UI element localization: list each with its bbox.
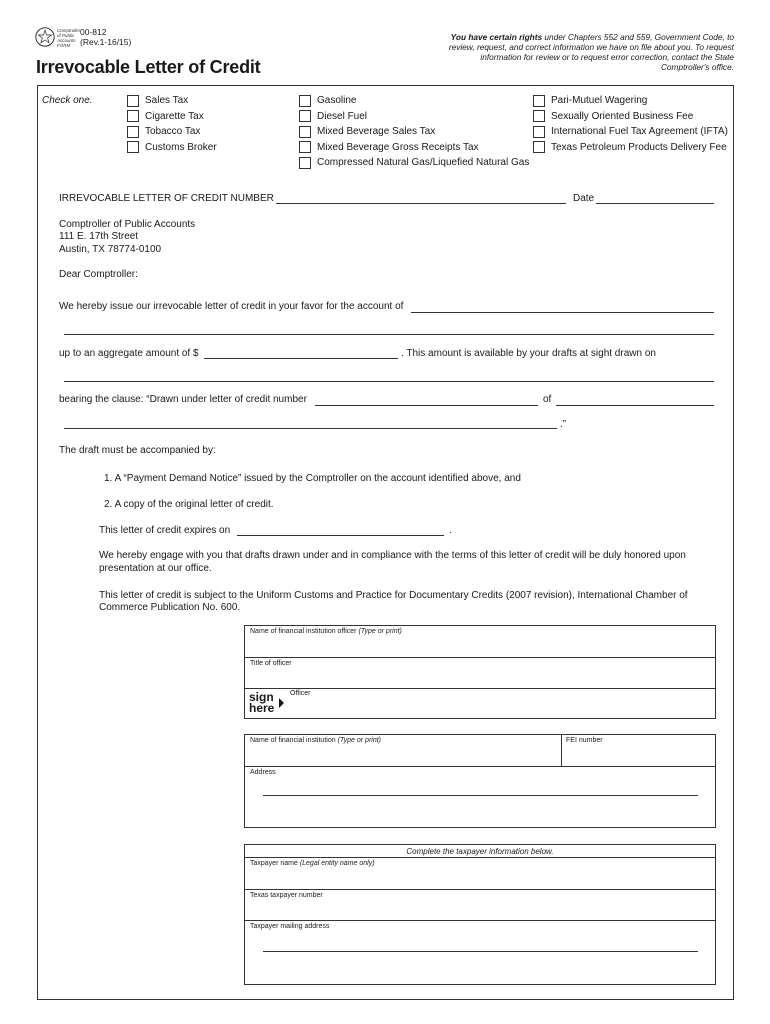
checkbox-option[interactable] — [533, 109, 728, 125]
expiration-date-field[interactable] — [237, 535, 444, 536]
address-line-1: Comptroller of Public Accounts — [59, 219, 196, 230]
taxpayer-address-label: Taxpayer mailing address — [250, 923, 330, 930]
sign-here-arrow-icon — [279, 698, 284, 708]
account-of-field-line-2[interactable] — [64, 334, 714, 335]
checkbox-label: Compressed Natural Gas/Liquefied Natural Gas — [317, 157, 530, 169]
checkbox-label: Texas Petroleum Products Delivery Fee — [551, 141, 727, 153]
checkbox[interactable] — [299, 95, 311, 107]
subject-text-line-2: Commerce Publication No. 600. — [99, 602, 241, 613]
rights-notice: You have certain rights under Chapters 552 and 559, Government Code, to review, request, and correct information we have on file about you. To request information for review or to request error correction, contact the State Comptroller's office. — [448, 32, 734, 72]
officer-title-label: Title of officer — [250, 660, 292, 667]
taxpayer-number-label: Texas taxpayer number — [250, 892, 323, 899]
institution-address-field[interactable] — [263, 795, 698, 796]
address-line-2: 111 E. 17th Street — [59, 231, 139, 242]
expires-text: This letter of credit expires on — [99, 525, 231, 536]
drawn-on-field[interactable] — [64, 381, 714, 382]
divider — [245, 920, 715, 921]
taxpayer-address-field[interactable] — [263, 951, 698, 952]
clause-of-field[interactable] — [556, 405, 714, 406]
tax-type-column-2 — [299, 93, 529, 171]
checkbox-label: Sexually Oriented Business Fee — [551, 110, 694, 122]
checkbox-label: Mixed Beverage Sales Tax — [317, 126, 436, 138]
checkbox-option[interactable] — [299, 109, 529, 125]
page-title: Irrevocable Letter of Credit — [36, 57, 261, 77]
checkbox[interactable] — [127, 141, 139, 153]
checkbox[interactable] — [127, 110, 139, 122]
checkbox-option[interactable] — [127, 140, 217, 156]
clause-text: bearing the clause: “Drawn under letter of credit number — [59, 394, 307, 405]
checkbox[interactable] — [533, 95, 545, 107]
checkbox[interactable] — [127, 126, 139, 138]
checkbox-option[interactable] — [127, 109, 217, 125]
checkbox-label: Tobacco Tax — [145, 126, 201, 138]
checkbox-label: International Fuel Tax Agreement (IFTA) — [551, 126, 728, 138]
checkbox-option[interactable] — [299, 155, 529, 171]
expires-period: . — [449, 525, 452, 536]
checkbox-label: Gasoline — [317, 95, 357, 107]
accompanied-text: The draft must be accompanied by: — [59, 445, 216, 456]
checkbox[interactable] — [299, 110, 311, 122]
available-text: . This amount is available by your drafts at sight drawn on — [401, 348, 656, 359]
checkbox-label: Mixed Beverage Gross Receipts Tax — [317, 141, 479, 153]
officer-signature-label: Officer — [290, 690, 311, 697]
address-line-3: Austin, TX 78774-0100 — [59, 244, 162, 255]
issue-text: We hereby issue our irrevocable letter of credit in your favor for the account of — [59, 301, 404, 312]
checkbox[interactable] — [299, 141, 311, 153]
checkbox-label: Pari-Mutuel Wagering — [551, 95, 648, 107]
taxpayer-info-box — [244, 844, 716, 985]
subject-text-line-1: This letter of credit is subject to the Uniform Customs and Practice for Documentary Credits (2007 revision), International Chamber of — [99, 590, 688, 601]
engage-text-line-1: We hereby engage with you that drafts drawn under and in compliance with the terms of this letter of credit will be duly honored upon — [99, 550, 686, 561]
close-quote: .” — [560, 419, 567, 430]
checkbox-option[interactable] — [299, 140, 529, 156]
taxpayer-name-label: Taxpayer name (Legal entity name only) — [250, 860, 375, 867]
checkbox[interactable] — [533, 141, 545, 153]
date-field[interactable] — [596, 203, 714, 204]
checkbox[interactable] — [299, 157, 311, 169]
checkbox-option[interactable] — [533, 93, 728, 109]
institution-address-label: Address — [250, 769, 276, 776]
account-of-field[interactable] — [411, 312, 714, 313]
divider — [245, 857, 715, 858]
amount-text: up to an aggregate amount of $ — [59, 348, 199, 359]
checkbox-label: Diesel Fuel — [317, 110, 368, 122]
requirement-item-2: 2. A copy of the original letter of credit. — [104, 499, 274, 510]
checkbox[interactable] — [533, 126, 545, 138]
checkbox[interactable] — [533, 110, 545, 122]
tax-type-column-1 — [127, 93, 217, 155]
checkbox-label: Customs Broker — [145, 141, 217, 153]
checkbox-label: Cigarette Tax — [145, 110, 204, 122]
sign-here-label: sign here — [249, 690, 275, 715]
divider — [245, 657, 715, 658]
divider — [561, 735, 562, 766]
divider — [245, 889, 715, 890]
officer-name-label: Name of financial institution officer (Type or print) — [250, 628, 402, 635]
checkbox-option[interactable] — [127, 93, 217, 109]
taxpayer-box-header: Complete the taxpayer information below. — [406, 847, 554, 856]
lc-number-label: IRREVOCABLE LETTER OF CREDIT NUMBER — [59, 193, 274, 204]
date-label: Date — [573, 193, 595, 204]
texas-seal-icon — [35, 27, 55, 47]
form-number: 00-812 (Rev.1-16/15) — [80, 27, 132, 47]
checkbox[interactable] — [299, 126, 311, 138]
clause-continuation-field[interactable] — [64, 428, 557, 429]
tax-type-column-3 — [533, 93, 728, 155]
engage-text-line-2: presentation at our office. — [99, 563, 212, 574]
check-one-label: Check one. — [42, 95, 93, 106]
amount-field[interactable] — [204, 358, 398, 359]
clause-lc-number-field[interactable] — [315, 405, 538, 406]
institution-name-label: Name of financial institution (Type or print) — [250, 737, 381, 744]
checkbox-option[interactable] — [533, 140, 728, 156]
checkbox-option[interactable] — [533, 124, 728, 140]
checkbox[interactable] — [127, 95, 139, 107]
agency-logo-text: Comptroller of Public Accounts FORM — [57, 28, 81, 48]
checkbox-option[interactable] — [299, 93, 529, 109]
checkbox-label: Sales Tax — [145, 95, 189, 107]
divider — [245, 766, 715, 767]
checkbox-option[interactable] — [127, 124, 217, 140]
lc-number-field[interactable] — [276, 203, 566, 204]
salutation: Dear Comptroller: — [59, 269, 138, 280]
of-text: of — [543, 394, 552, 405]
institution-info-box — [244, 734, 716, 828]
requirement-item-1: 1. A “Payment Demand Notice” issued by the Comptroller on the account identified above, and — [104, 473, 521, 484]
checkbox-option[interactable] — [299, 124, 529, 140]
divider — [245, 688, 715, 689]
fei-number-label: FEI number — [566, 737, 603, 744]
officer-signature-box — [244, 625, 716, 719]
